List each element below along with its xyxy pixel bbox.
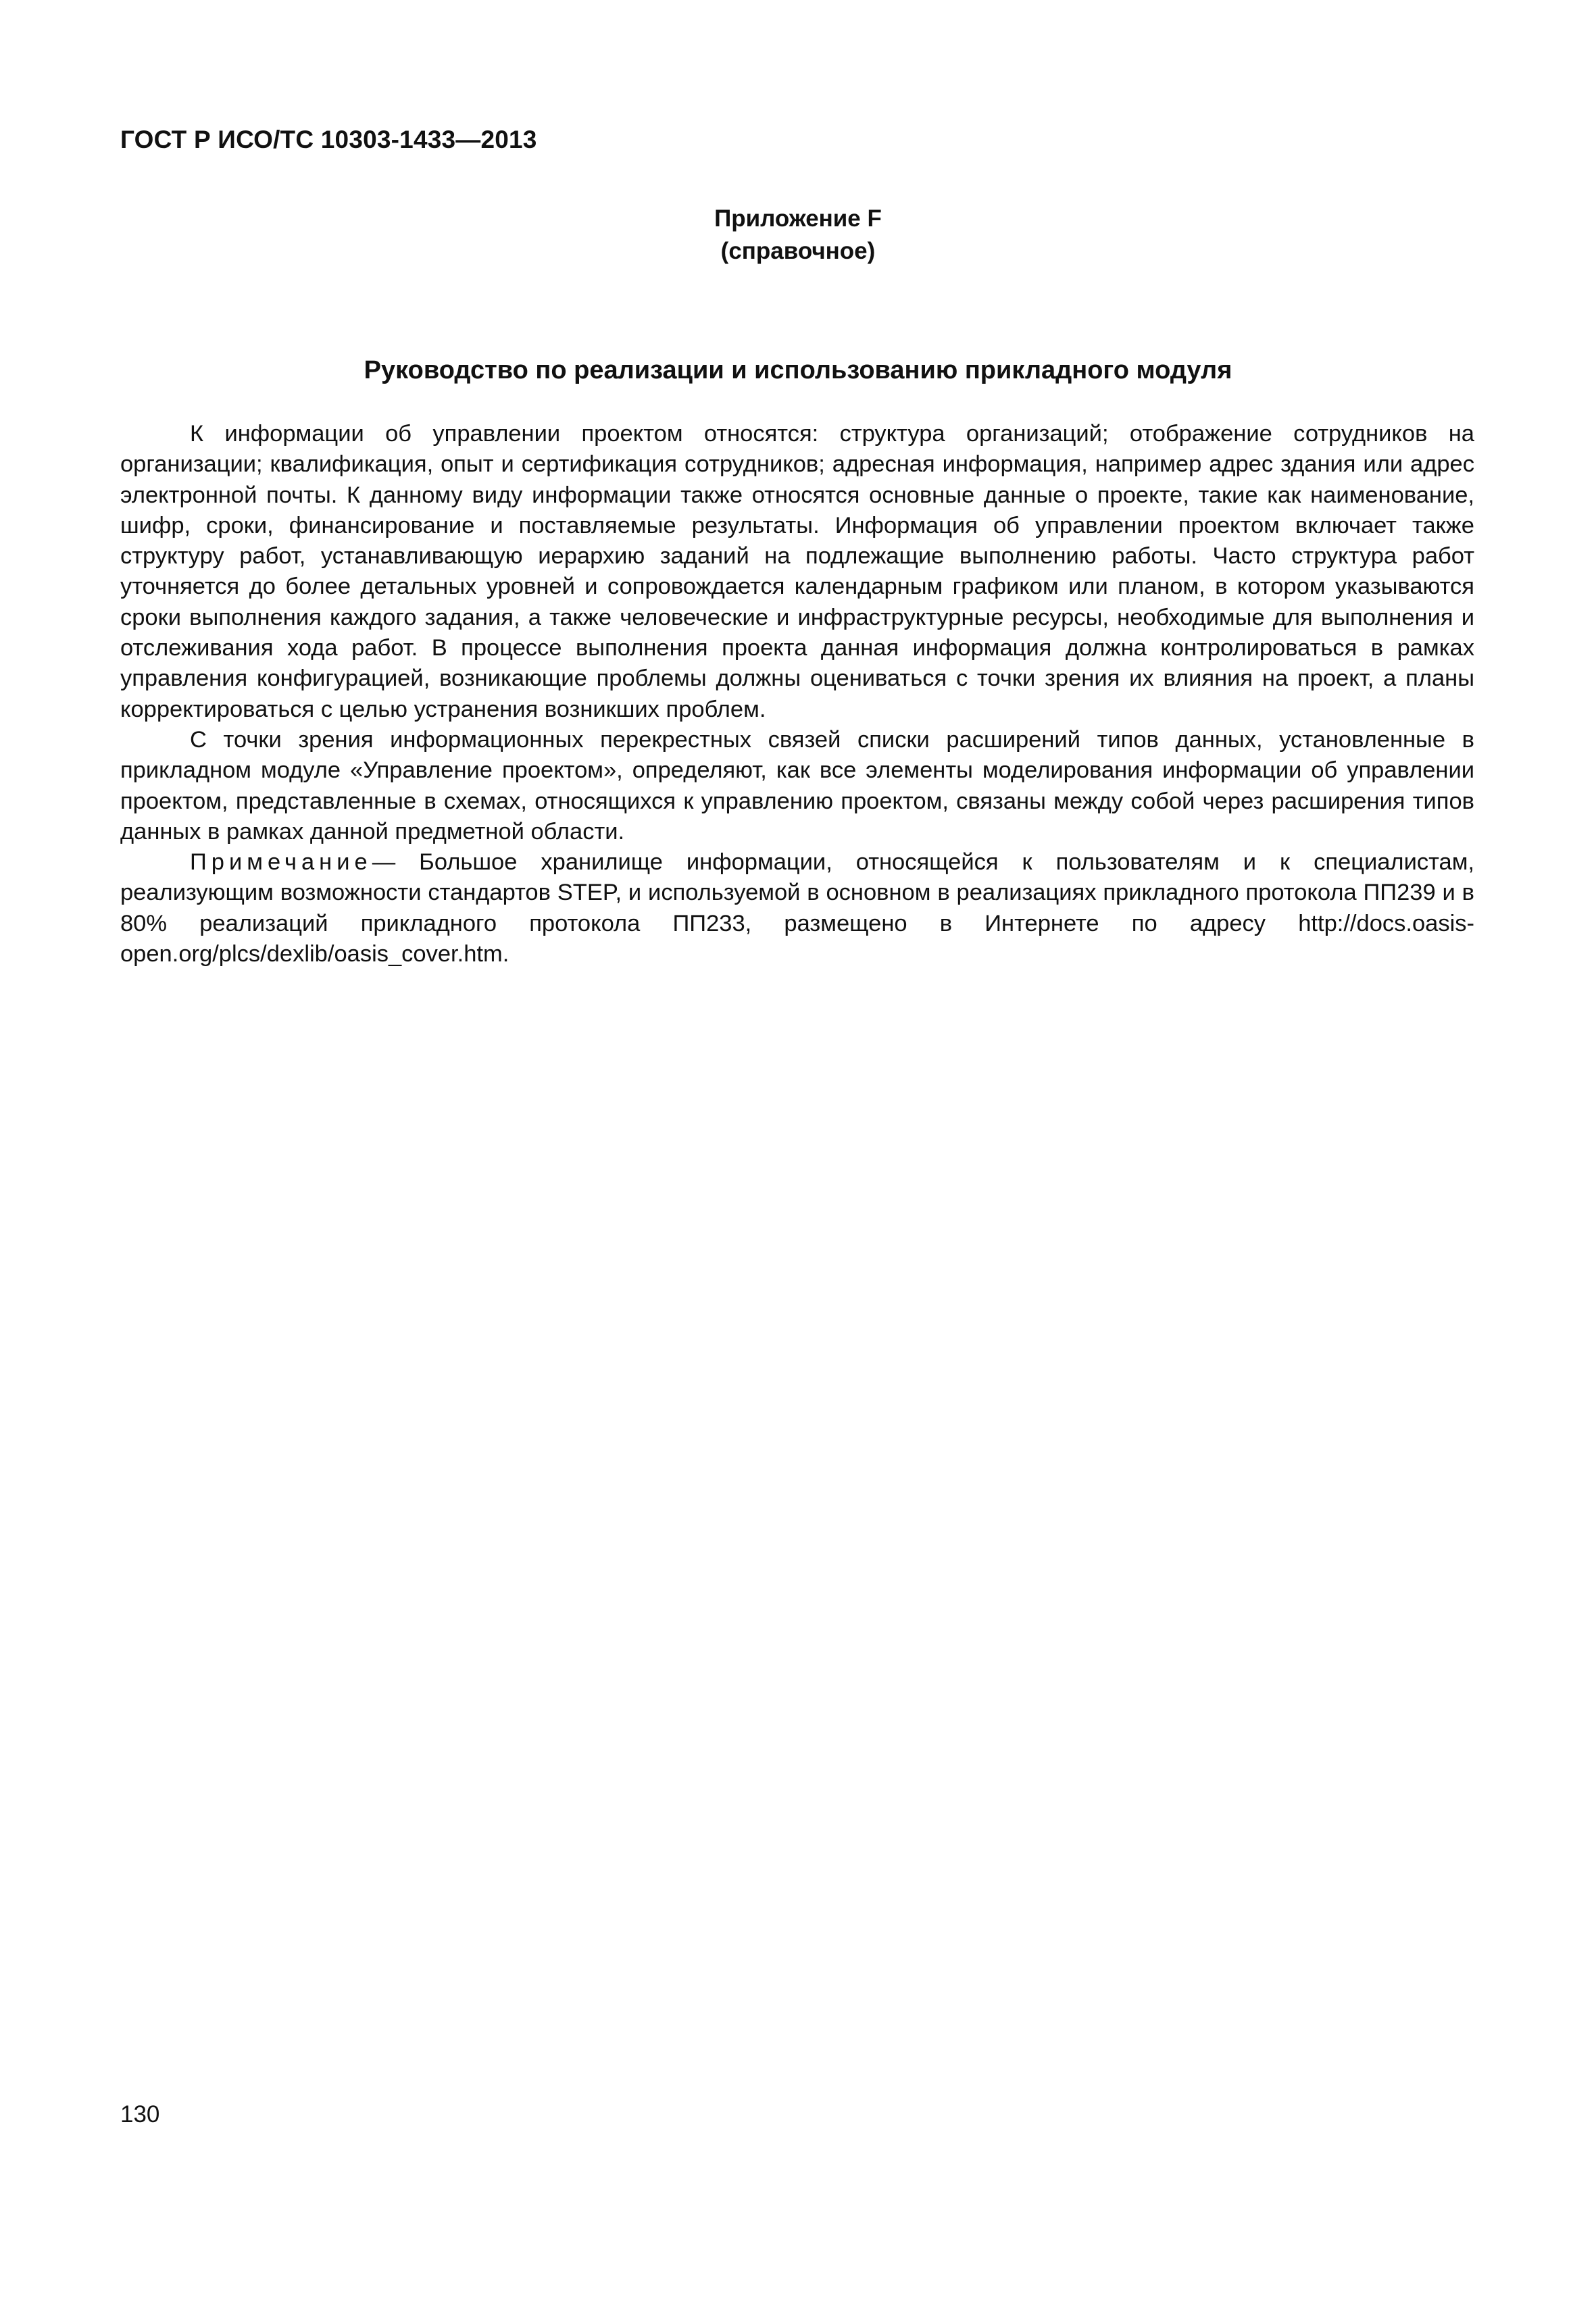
paragraph: С точки зрения информационных перекрестных связей списки расширений типов данных, установленные в прикладном модуле «Управление проектом», определяют, как все элементы моделирования информации об управлении проектом, представленные в схемах, относящихся к управлению проектом, связаны между собой через расширения типов данных в рамках данной предметной области. [120,726,1474,845]
page-number: 130 [120,2101,160,2128]
paragraph: К информации об управлении проектом относятся: структура организаций; отображение сотрудников на организации; квалификация, опыт и сертификация сотрудников; адресная информация, например адрес здания или адрес электронной почты. К данному виду информации также относятся основные данные о проекте, такие как наименование, шифр, сроки, финансирование и поставляемые результаты. Информация об управлении проектом включает также структуру работ, устанавливающую иерархию заданий на подлежащие выполнению работы. Часто структура работ уточняется до более детальных уровней и сопровождается календарным графиком или планом, в котором указываются сроки выполнения каждого задания, а также человеческие и инфраструктурные ресурсы, необходимые для выполнения и отслеживания хода работ. В процессе выполнения проекта данная информация должна контролироваться в рамках управления конфигурацией, возникающие проблемы должны оцениваться с точки зрения их влияния на проект, а планы корректироваться с целью устранения возникших проблем. [120,421,1474,722]
note-paragraph [120,847,1474,970]
body-text [120,419,1474,970]
annex-type: (справочное) [720,238,876,264]
annex-heading [0,203,1596,268]
annex-title: Приложение F [714,205,882,232]
standard-header: ГОСТ Р ИСО/ТС 10303-1433—2013 [120,126,537,153]
note-text: — Большое хранилище информации, относящейся к пользователям и к специалистам, реализующим возможности стандартов STEP, и используемой в основном в реализациях прикладного протокола ПП239 и в 80% реализаций прикладного протокола ПП233, размещено в Интернете по адресу http://docs.oasis-open.org/plcs/dexlib/oasis_cover.htm. [120,849,1474,967]
section-title: Руководство по реализации и использованию прикладного модуля [364,356,1232,384]
note-label: Примечание [190,849,372,876]
